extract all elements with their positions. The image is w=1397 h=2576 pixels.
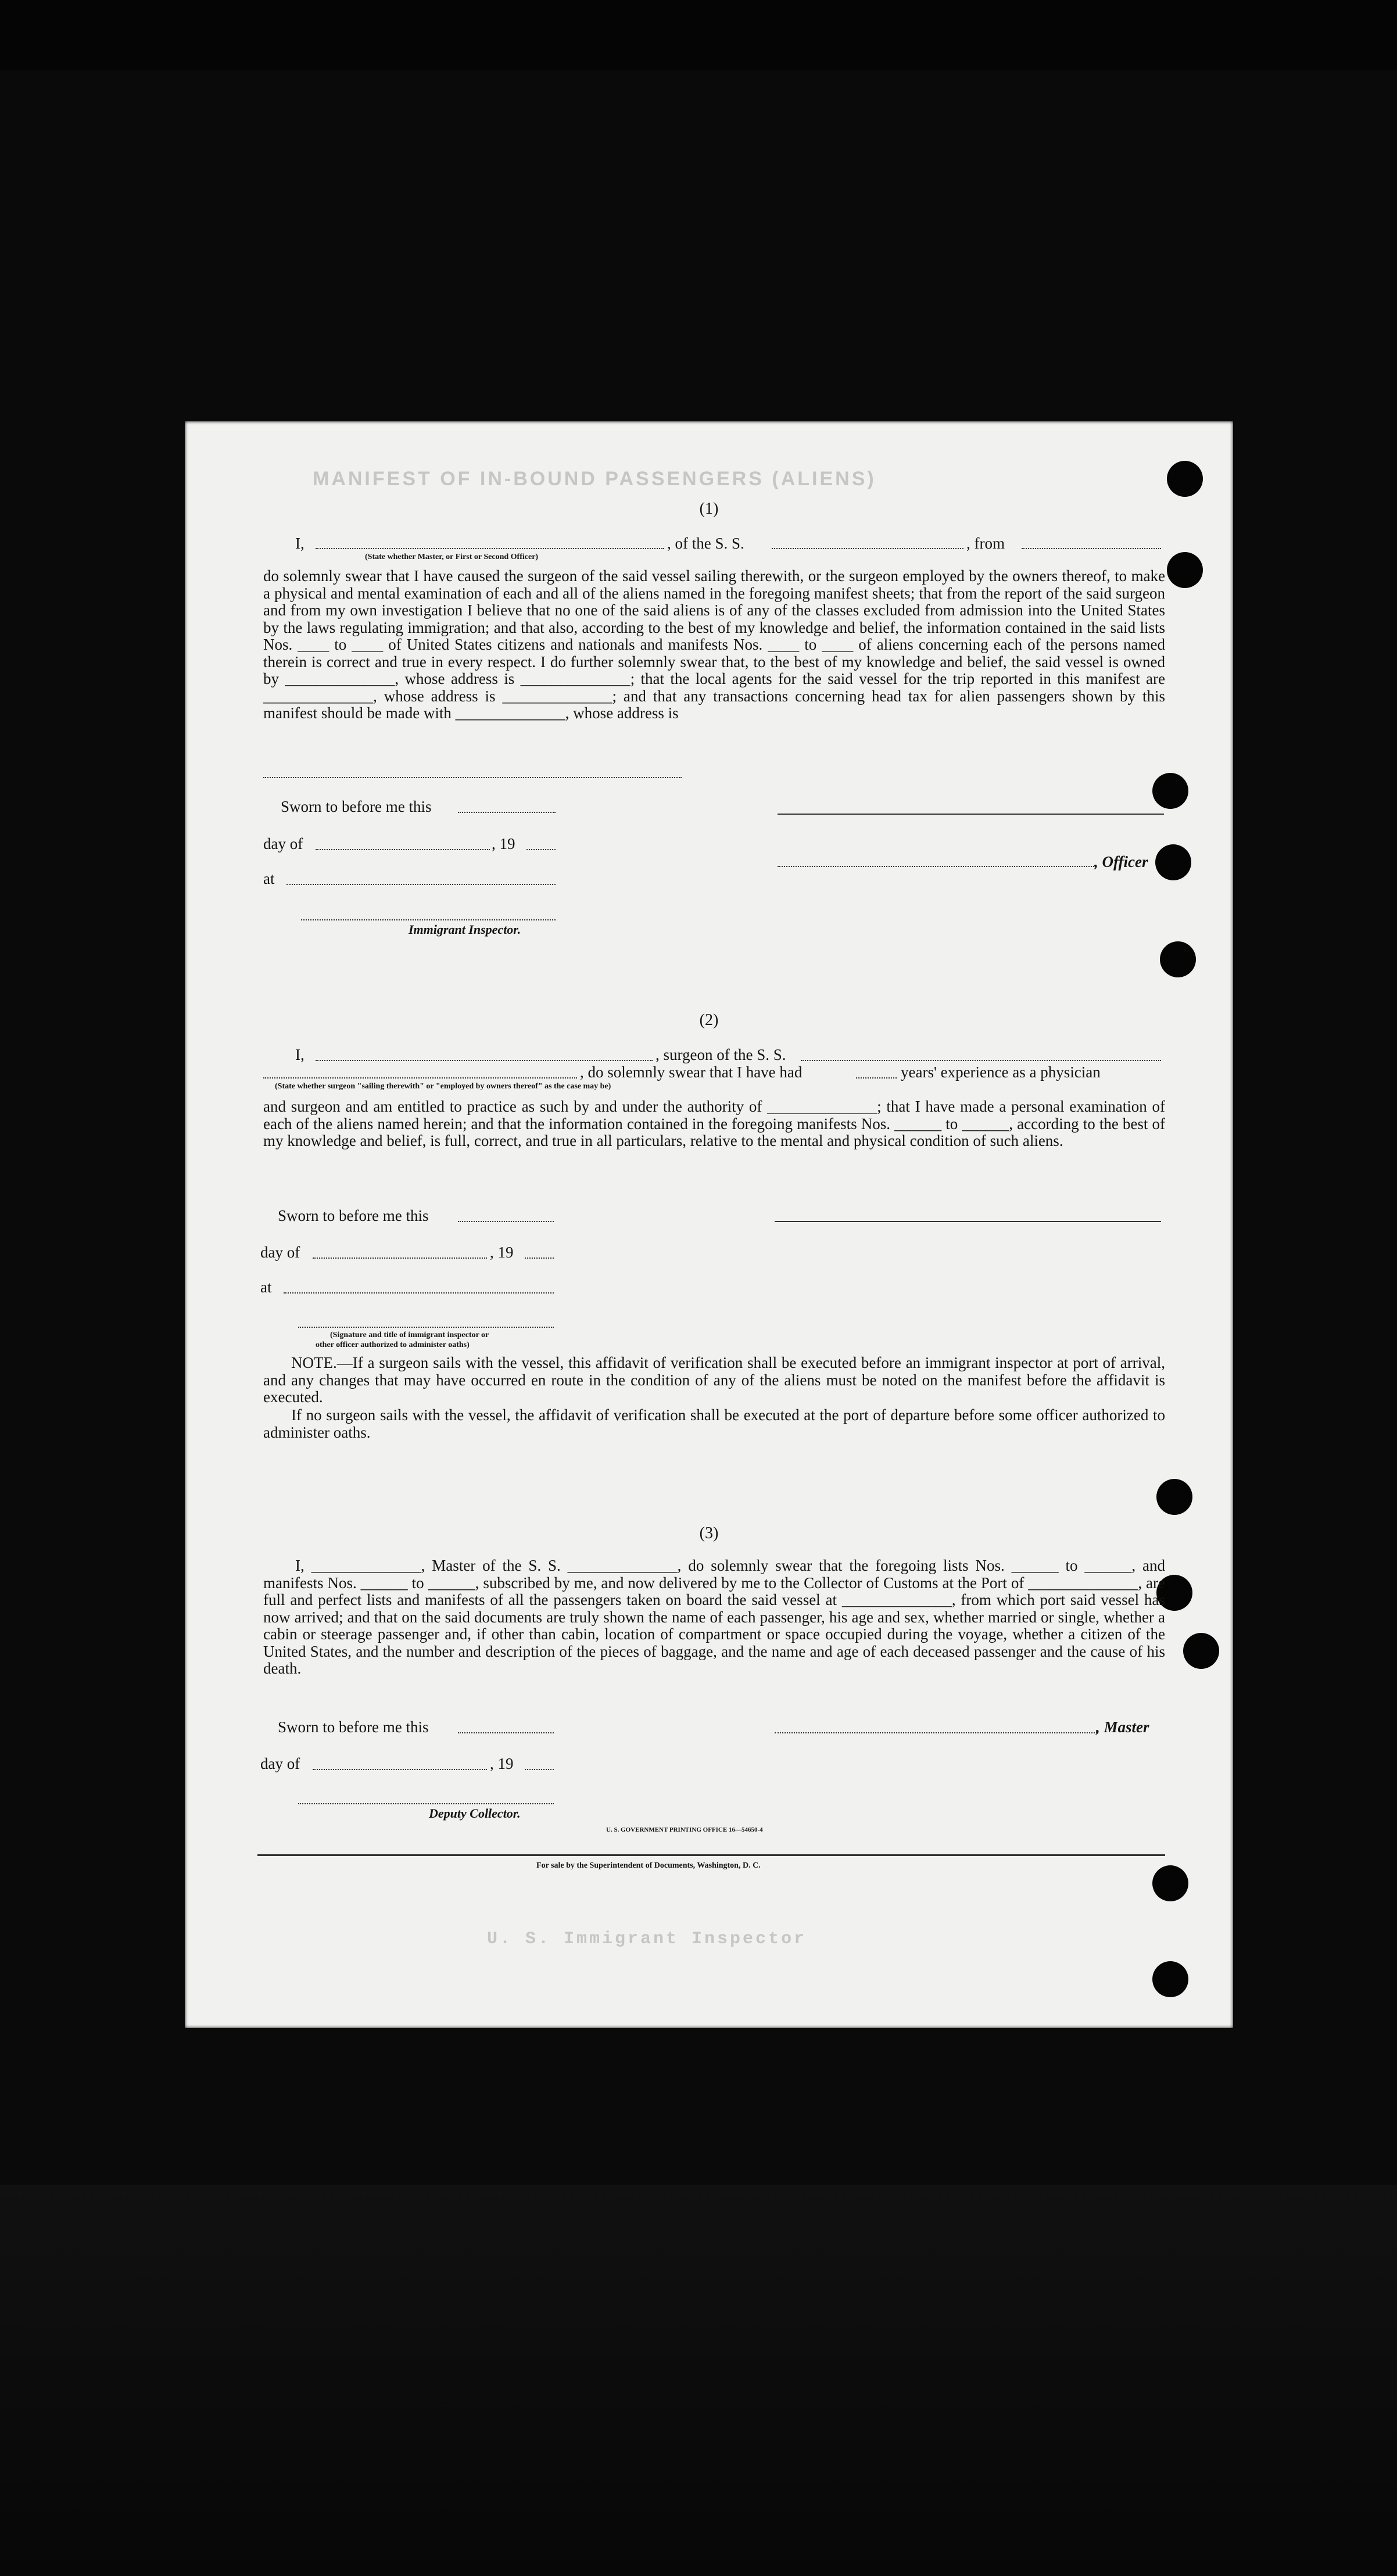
section-1-i: I, — [295, 535, 305, 552]
from-port-blank — [1022, 548, 1161, 549]
scan-bottom-band — [0, 2185, 1397, 2576]
sworn-date-blank-3 — [458, 1732, 554, 1733]
deputy-signature-line — [298, 1803, 554, 1804]
sworn-label-1: Sworn to before me this — [281, 798, 432, 815]
at-label-2: at — [260, 1278, 272, 1296]
witness-note-2: other officer authorized to administer oaths) — [316, 1341, 470, 1349]
from-label: , from — [966, 535, 1005, 552]
day-of-label-3: day of — [260, 1755, 300, 1772]
of-ss-label: , of the S. S. — [667, 535, 744, 552]
day-blank-3 — [313, 1769, 487, 1770]
punch-hole — [1152, 1961, 1188, 1997]
punch-hole — [1152, 773, 1188, 809]
surgeon-name-blank — [316, 1060, 653, 1061]
officer-label: , Officer — [1094, 853, 1148, 870]
year-label-1: , 19 — [492, 835, 515, 852]
section-2-i: I, — [295, 1046, 305, 1063]
punch-hole — [1167, 461, 1203, 497]
section-2-body: and surgeon and am entitled to practice as such by and under the authority of ______________; that I have made a personal examination of each of the aliens named herein; and that the information contained in the foregoing manifests Nos. ______ to ______, according to the best of my knowledge and belief, is full, correct, and true in all particulars, relative to the mental and physical condition of such aliens. — [263, 1098, 1165, 1149]
master-name-blank — [316, 548, 664, 549]
surgeon-signature-line — [775, 1221, 1161, 1222]
surgeon-of-label: , surgeon of the S. S. — [655, 1046, 786, 1063]
ghost-header: MANIFEST OF IN-BOUND PASSENGERS (ALIENS) — [313, 468, 876, 490]
punch-hole — [1152, 1865, 1188, 1901]
sworn-label-3: Sworn to before me this — [278, 1718, 429, 1736]
at-blank-2 — [284, 1292, 554, 1294]
note-paragraph-2: If no surgeon sails with the vessel, the affidavit of verification shall be executed at the port of departure before some officer authorized to administer oaths. — [263, 1406, 1165, 1441]
section-2-number: (2) — [699, 1011, 719, 1029]
officer-signature-blank — [778, 866, 1094, 867]
day-blank-1 — [316, 849, 490, 850]
sworn-label-2: Sworn to before me this — [278, 1207, 429, 1224]
footer-rule — [257, 1854, 1165, 1856]
years-label: years' experience as a physician — [901, 1063, 1101, 1081]
punch-hole — [1155, 844, 1191, 880]
section-3-number: (3) — [699, 1524, 719, 1542]
punch-hole — [1156, 1479, 1192, 1515]
master-signature-blank — [775, 1732, 1097, 1733]
sworn-date-blank-2 — [458, 1221, 554, 1222]
surgeon-vessel-blank — [801, 1060, 1161, 1061]
officer-signature-line-top — [778, 814, 1164, 815]
inspector-signature-line — [301, 919, 556, 920]
section-1-body: do solemnly swear that I have caused the surgeon of the said vessel sailing therewith, or the surgeon employed by the owners thereof, to make a physical and mental examination of each and all of the aliens named in the foregoing manifest sheets; that from the report of the said surgeon and from my own investigation I believe that no one of the said aliens is of any of the classes excluded from admission into the United States by the laws regulating immigration; and that also, according to the best of my knowledge and belief, the information contained in the said lists Nos. ____ to ____ of United States citizens and nationals and manifests Nos. ____ to ____ of aliens concerning each of the persons named therein is correct and true in every respect. I do further solemnly swear that, to the best of my knowledge and belief, the said vessel is owned by ______________, whose address is ______________; that the local agents for the said vessel for the trip reported in this manifest are ______________, whose address is ______________; and that any transactions concerning head tax for alien passengers shown by this manifest should be made with ______________, whose address is — [263, 567, 1165, 722]
master-label: , Master — [1096, 1718, 1149, 1736]
inspector-label: Immigrant Inspector. — [409, 922, 521, 937]
note-paragraph-1: NOTE.—If a surgeon sails with the vessel, this affidavit of verification shall be executed before an immigrant inspector at port of arrival, and any changes that may have occurred en route in the condition of any of the aliens must be noted on the manifest before the affidavit is executed. — [263, 1354, 1165, 1406]
address-blank — [263, 777, 682, 778]
ghost-stamp: U. S. Immigrant Inspector — [487, 1929, 807, 1949]
year-blank-2 — [525, 1257, 554, 1259]
year-label-2: , 19 — [490, 1244, 514, 1261]
vessel-name-blank — [772, 548, 963, 549]
punch-hole — [1183, 1633, 1219, 1669]
year-blank-3 — [525, 1769, 554, 1770]
punch-hole — [1160, 941, 1196, 977]
year-blank-1 — [526, 849, 556, 850]
witness-signature-line — [298, 1327, 554, 1328]
officer-note: (State whether Master, or First or Second Officer) — [365, 553, 539, 561]
day-of-label-1: day of — [263, 835, 303, 852]
day-of-label-2: day of — [260, 1244, 300, 1261]
gpo-imprint: U. S. GOVERNMENT PRINTING OFFICE 16—54650-4 — [606, 1826, 763, 1833]
document-page — [185, 421, 1233, 2028]
year-label-3: , 19 — [490, 1755, 514, 1772]
sworn-date-blank-1 — [458, 812, 556, 813]
surgeon-status-blank — [263, 1077, 577, 1079]
deputy-label: Deputy Collector. — [429, 1806, 521, 1821]
section-3-body: I, ______________, Master of the S. S. ______________, do solemnly swear that the foregoing lists Nos. ______ to ______, and manifests Nos. ______ to ______, subscribed by me, and now delivered by me to the Collector of Customs at the Port of ______________, are full and perfect lists and manifests of all the passengers taken on board the said vessel at ______________, from which port said vessel has now arrived; and that on the said documents are truly shown the name of each passenger, his age and sex, whether married or single, whether a cabin or steerage passenger and, if other than cabin, location of compartment or space occupied during the voyage, whether a citizen of the United States, and the number and description of the pieces of baggage, and the name and age of each deceased passenger and the cause of his death. — [263, 1557, 1165, 1677]
day-blank-2 — [313, 1257, 487, 1259]
punch-hole — [1167, 552, 1203, 588]
witness-note-1: (Signature and title of immigrant inspector or — [330, 1331, 489, 1339]
years-blank — [856, 1077, 897, 1079]
at-blank-1 — [286, 884, 556, 885]
section-1-number: (1) — [699, 500, 719, 518]
surgeon-status-note: (State whether surgeon "sailing therewith" or "employed by owners thereof" as the case may be) — [275, 1082, 611, 1091]
scan-top-band — [0, 0, 1397, 70]
sale-notice: For sale by the Superintendent of Documents, Washington, D. C. — [536, 1861, 761, 1870]
swear-label: , do solemnly swear that I have had — [580, 1063, 803, 1081]
at-label-1: at — [263, 870, 275, 887]
